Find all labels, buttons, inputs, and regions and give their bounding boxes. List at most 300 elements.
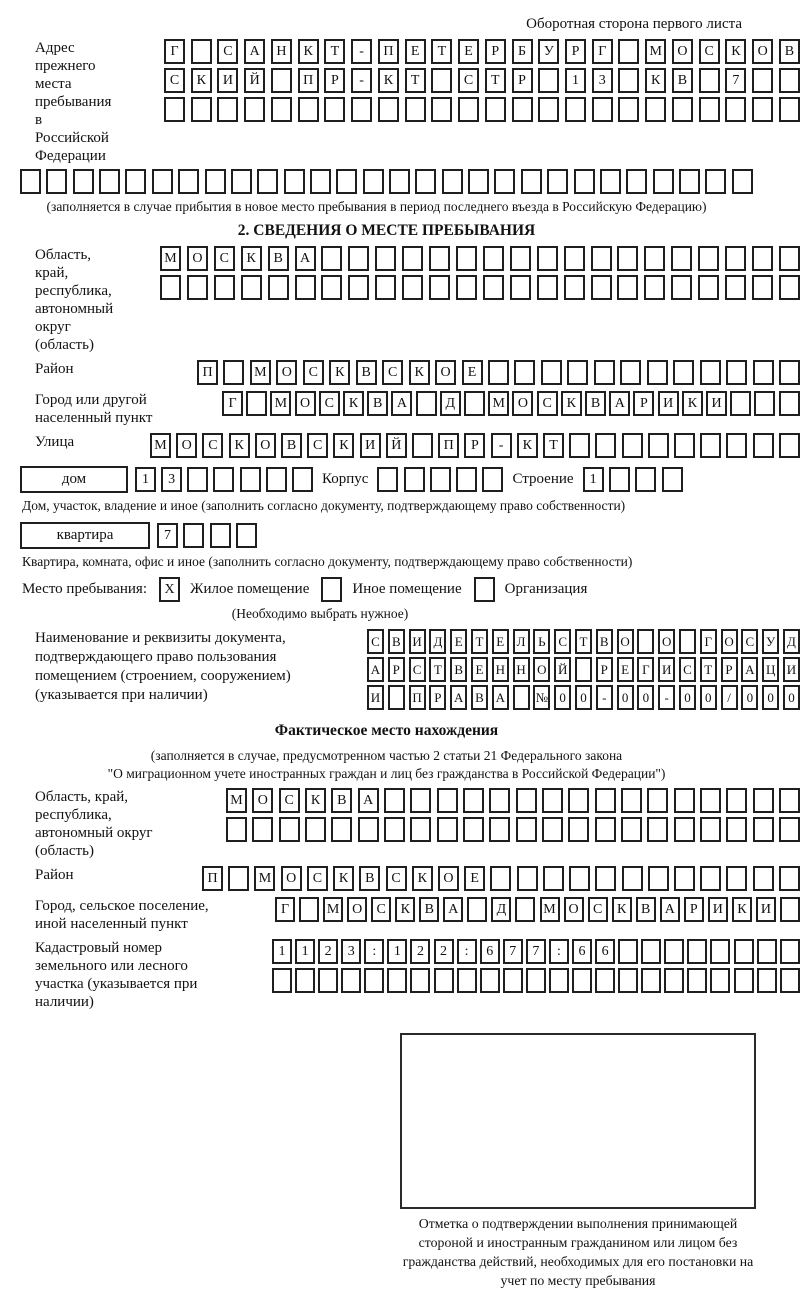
char-box[interactable]: И: [217, 68, 238, 93]
char-box[interactable]: И: [360, 433, 381, 458]
char-box[interactable]: [648, 433, 669, 458]
char-box[interactable]: [73, 169, 94, 194]
char-box[interactable]: [431, 97, 452, 122]
char-box[interactable]: 1: [272, 939, 292, 964]
char-box[interactable]: [240, 467, 261, 492]
char-box[interactable]: С: [307, 866, 328, 891]
char-box[interactable]: 6: [572, 939, 592, 964]
char-box[interactable]: К: [329, 360, 350, 385]
char-box[interactable]: К: [298, 39, 319, 64]
char-box[interactable]: О: [276, 360, 297, 385]
char-box[interactable]: Т: [429, 657, 446, 682]
char-box[interactable]: [595, 866, 616, 891]
char-box[interactable]: [543, 866, 564, 891]
char-box[interactable]: 0: [637, 685, 654, 710]
char-box[interactable]: [565, 97, 586, 122]
char-box[interactable]: -: [351, 68, 372, 93]
char-box[interactable]: [310, 169, 331, 194]
char-box[interactable]: [618, 939, 638, 964]
char-box[interactable]: Т: [471, 629, 488, 654]
char-box[interactable]: К: [395, 897, 415, 922]
char-box[interactable]: С: [367, 629, 384, 654]
char-box[interactable]: 7: [503, 939, 523, 964]
char-box[interactable]: 0: [617, 685, 634, 710]
char-box[interactable]: 2: [434, 939, 454, 964]
char-box[interactable]: [228, 866, 249, 891]
char-box[interactable]: [687, 939, 707, 964]
char-box[interactable]: Д: [440, 391, 461, 416]
char-box[interactable]: М: [150, 433, 171, 458]
char-box[interactable]: А: [367, 657, 384, 682]
char-box[interactable]: :: [457, 939, 477, 964]
char-box[interactable]: [648, 866, 669, 891]
char-box[interactable]: 1: [565, 68, 586, 93]
char-box[interactable]: [257, 169, 278, 194]
char-box[interactable]: [699, 97, 720, 122]
char-box[interactable]: [348, 246, 369, 271]
char-box[interactable]: [510, 246, 531, 271]
char-box[interactable]: [410, 788, 431, 813]
char-box[interactable]: К: [333, 866, 354, 891]
checkbox-residential[interactable]: X: [159, 577, 180, 602]
char-box[interactable]: [125, 169, 146, 194]
char-box[interactable]: -: [351, 39, 372, 64]
char-box[interactable]: А: [358, 788, 379, 813]
char-box[interactable]: [641, 968, 661, 993]
char-box[interactable]: [299, 897, 319, 922]
char-box[interactable]: [705, 169, 726, 194]
char-box[interactable]: [351, 97, 372, 122]
char-box[interactable]: [753, 433, 774, 458]
char-box[interactable]: 7: [725, 68, 746, 93]
char-box[interactable]: А: [391, 391, 412, 416]
char-box[interactable]: О: [512, 391, 533, 416]
char-box[interactable]: С: [386, 866, 407, 891]
char-box[interactable]: [662, 467, 683, 492]
char-box[interactable]: :: [364, 939, 384, 964]
char-box[interactable]: [458, 97, 479, 122]
char-box[interactable]: [537, 275, 558, 300]
char-box[interactable]: А: [741, 657, 758, 682]
char-box[interactable]: Т: [431, 39, 452, 64]
char-box[interactable]: [671, 275, 692, 300]
char-box[interactable]: Д: [429, 629, 446, 654]
char-box[interactable]: [779, 433, 800, 458]
char-box[interactable]: [757, 939, 777, 964]
char-box[interactable]: [564, 275, 585, 300]
char-box[interactable]: В: [419, 897, 439, 922]
char-box[interactable]: [164, 97, 185, 122]
checkbox-organization[interactable]: [474, 577, 495, 602]
char-box[interactable]: [730, 391, 751, 416]
char-box[interactable]: К: [612, 897, 632, 922]
char-box[interactable]: [617, 246, 638, 271]
char-box[interactable]: [699, 68, 720, 93]
char-box[interactable]: [595, 968, 615, 993]
char-box[interactable]: №: [533, 685, 550, 710]
char-box[interactable]: [183, 523, 204, 548]
char-box[interactable]: [664, 968, 684, 993]
char-box[interactable]: [538, 68, 559, 93]
char-box[interactable]: [725, 275, 746, 300]
char-box[interactable]: [521, 169, 542, 194]
char-box[interactable]: И: [783, 657, 800, 682]
char-box[interactable]: [510, 275, 531, 300]
char-box[interactable]: [754, 391, 775, 416]
char-box[interactable]: [700, 817, 721, 842]
char-box[interactable]: [223, 360, 244, 385]
char-box[interactable]: [621, 817, 642, 842]
char-box[interactable]: [358, 817, 379, 842]
char-box[interactable]: К: [333, 433, 354, 458]
char-box[interactable]: [412, 433, 433, 458]
char-box[interactable]: 1: [135, 467, 156, 492]
char-box[interactable]: [480, 968, 500, 993]
char-box[interactable]: И: [706, 391, 727, 416]
char-box[interactable]: Г: [592, 39, 613, 64]
house-type-box[interactable]: дом: [20, 466, 128, 493]
char-box[interactable]: Л: [513, 629, 530, 654]
char-box[interactable]: [698, 275, 719, 300]
char-box[interactable]: К: [561, 391, 582, 416]
char-box[interactable]: [569, 433, 590, 458]
char-box[interactable]: [726, 866, 747, 891]
char-box[interactable]: [647, 360, 668, 385]
char-box[interactable]: Г: [222, 391, 243, 416]
char-box[interactable]: В: [779, 39, 800, 64]
char-box[interactable]: Г: [637, 657, 654, 682]
char-box[interactable]: -: [491, 433, 512, 458]
char-box[interactable]: [485, 97, 506, 122]
char-box[interactable]: [152, 169, 173, 194]
char-box[interactable]: [463, 817, 484, 842]
char-box[interactable]: -: [596, 685, 613, 710]
char-box[interactable]: [779, 68, 800, 93]
char-box[interactable]: [674, 788, 695, 813]
char-box[interactable]: [468, 169, 489, 194]
char-box[interactable]: А: [492, 685, 509, 710]
char-box[interactable]: [513, 685, 530, 710]
char-box[interactable]: 3: [341, 939, 361, 964]
char-box[interactable]: Е: [617, 657, 634, 682]
char-box[interactable]: М: [254, 866, 275, 891]
char-box[interactable]: [272, 968, 292, 993]
char-box[interactable]: Р: [388, 657, 405, 682]
char-box[interactable]: /: [721, 685, 738, 710]
char-box[interactable]: [514, 360, 535, 385]
char-box[interactable]: А: [660, 897, 680, 922]
char-box[interactable]: О: [752, 39, 773, 64]
char-box[interactable]: П: [197, 360, 218, 385]
char-box[interactable]: [595, 817, 616, 842]
char-box[interactable]: [336, 169, 357, 194]
char-box[interactable]: [375, 246, 396, 271]
char-box[interactable]: Н: [271, 39, 292, 64]
char-box[interactable]: [726, 817, 747, 842]
char-box[interactable]: О: [617, 629, 634, 654]
char-box[interactable]: -: [658, 685, 675, 710]
char-box[interactable]: В: [636, 897, 656, 922]
char-box[interactable]: [700, 360, 721, 385]
char-box[interactable]: [591, 275, 612, 300]
char-box[interactable]: [679, 629, 696, 654]
char-box[interactable]: [402, 246, 423, 271]
char-box[interactable]: 3: [592, 68, 613, 93]
char-box[interactable]: [618, 97, 639, 122]
char-box[interactable]: С: [679, 657, 696, 682]
apartment-type-box[interactable]: квартира: [20, 522, 150, 549]
char-box[interactable]: [279, 817, 300, 842]
char-box[interactable]: [575, 657, 592, 682]
char-box[interactable]: [467, 897, 487, 922]
char-box[interactable]: [375, 275, 396, 300]
char-box[interactable]: У: [538, 39, 559, 64]
char-box[interactable]: Р: [464, 433, 485, 458]
char-box[interactable]: [191, 97, 212, 122]
char-box[interactable]: [564, 246, 585, 271]
char-box[interactable]: Е: [471, 657, 488, 682]
char-box[interactable]: [431, 68, 452, 93]
char-box[interactable]: П: [378, 39, 399, 64]
char-box[interactable]: С: [699, 39, 720, 64]
char-box[interactable]: 1: [295, 939, 315, 964]
char-box[interactable]: [416, 391, 437, 416]
char-box[interactable]: 1: [583, 467, 604, 492]
char-box[interactable]: [779, 360, 800, 385]
char-box[interactable]: 7: [157, 523, 178, 548]
char-box[interactable]: [622, 433, 643, 458]
char-box[interactable]: [591, 246, 612, 271]
char-box[interactable]: А: [295, 246, 316, 271]
char-box[interactable]: [284, 169, 305, 194]
char-box[interactable]: [295, 275, 316, 300]
char-box[interactable]: П: [202, 866, 223, 891]
char-box[interactable]: [779, 788, 800, 813]
char-box[interactable]: [644, 246, 665, 271]
char-box[interactable]: [457, 968, 477, 993]
char-box[interactable]: [490, 866, 511, 891]
char-box[interactable]: [672, 97, 693, 122]
char-box[interactable]: С: [303, 360, 324, 385]
char-box[interactable]: [641, 939, 661, 964]
char-box[interactable]: [482, 467, 503, 492]
char-box[interactable]: [389, 169, 410, 194]
char-box[interactable]: [752, 246, 773, 271]
char-box[interactable]: [430, 467, 451, 492]
char-box[interactable]: М: [270, 391, 291, 416]
char-box[interactable]: [779, 275, 800, 300]
char-box[interactable]: Г: [164, 39, 185, 64]
char-box[interactable]: В: [281, 433, 302, 458]
char-box[interactable]: [700, 433, 721, 458]
char-box[interactable]: У: [762, 629, 779, 654]
char-box[interactable]: И: [658, 391, 679, 416]
char-box[interactable]: [726, 360, 747, 385]
char-box[interactable]: С: [382, 360, 403, 385]
char-box[interactable]: [20, 169, 41, 194]
char-box[interactable]: Д: [491, 897, 511, 922]
char-box[interactable]: [437, 788, 458, 813]
char-box[interactable]: [780, 897, 800, 922]
char-box[interactable]: [753, 866, 774, 891]
char-box[interactable]: [734, 968, 754, 993]
char-box[interactable]: [526, 968, 546, 993]
char-box[interactable]: А: [450, 685, 467, 710]
char-box[interactable]: [410, 968, 430, 993]
char-box[interactable]: К: [517, 433, 538, 458]
char-box[interactable]: [635, 467, 656, 492]
char-box[interactable]: [620, 360, 641, 385]
char-box[interactable]: [725, 246, 746, 271]
char-box[interactable]: О: [255, 433, 276, 458]
char-box[interactable]: [494, 169, 515, 194]
char-box[interactable]: Е: [450, 629, 467, 654]
char-box[interactable]: [626, 169, 647, 194]
char-box[interactable]: [752, 68, 773, 93]
char-box[interactable]: [404, 467, 425, 492]
char-box[interactable]: О: [435, 360, 456, 385]
char-box[interactable]: В: [331, 788, 352, 813]
char-box[interactable]: [779, 866, 800, 891]
char-box[interactable]: [595, 788, 616, 813]
char-box[interactable]: [734, 939, 754, 964]
char-box[interactable]: И: [708, 897, 728, 922]
char-box[interactable]: [757, 968, 777, 993]
char-box[interactable]: [609, 467, 630, 492]
char-box[interactable]: [405, 97, 426, 122]
char-box[interactable]: [268, 275, 289, 300]
char-box[interactable]: 0: [741, 685, 758, 710]
char-box[interactable]: Р: [684, 897, 704, 922]
char-box[interactable]: О: [721, 629, 738, 654]
char-box[interactable]: Р: [596, 657, 613, 682]
char-box[interactable]: Й: [554, 657, 571, 682]
char-box[interactable]: [592, 97, 613, 122]
char-box[interactable]: Р: [485, 39, 506, 64]
char-box[interactable]: Р: [429, 685, 446, 710]
char-box[interactable]: [542, 788, 563, 813]
char-box[interactable]: [217, 97, 238, 122]
char-box[interactable]: 0: [679, 685, 696, 710]
char-box[interactable]: В: [450, 657, 467, 682]
char-box[interactable]: В: [367, 391, 388, 416]
char-box[interactable]: [698, 246, 719, 271]
char-box[interactable]: М: [540, 897, 560, 922]
char-box[interactable]: [618, 968, 638, 993]
char-box[interactable]: 6: [480, 939, 500, 964]
char-box[interactable]: Г: [700, 629, 717, 654]
char-box[interactable]: 0: [575, 685, 592, 710]
char-box[interactable]: 2: [318, 939, 338, 964]
char-box[interactable]: [236, 523, 257, 548]
char-box[interactable]: [456, 467, 477, 492]
char-box[interactable]: [226, 817, 247, 842]
char-box[interactable]: [779, 246, 800, 271]
char-box[interactable]: [295, 968, 315, 993]
char-box[interactable]: [160, 275, 181, 300]
char-box[interactable]: О: [347, 897, 367, 922]
char-box[interactable]: [674, 433, 695, 458]
char-box[interactable]: С: [307, 433, 328, 458]
char-box[interactable]: О: [438, 866, 459, 891]
char-box[interactable]: [191, 39, 212, 64]
char-box[interactable]: [415, 169, 436, 194]
char-box[interactable]: В: [268, 246, 289, 271]
char-box[interactable]: [568, 788, 589, 813]
char-box[interactable]: М: [250, 360, 271, 385]
char-box[interactable]: [464, 391, 485, 416]
char-box[interactable]: В: [585, 391, 606, 416]
char-box[interactable]: [517, 866, 538, 891]
char-box[interactable]: [210, 523, 231, 548]
char-box[interactable]: [679, 169, 700, 194]
char-box[interactable]: [538, 97, 559, 122]
char-box[interactable]: [488, 360, 509, 385]
char-box[interactable]: М: [226, 788, 247, 813]
char-box[interactable]: В: [356, 360, 377, 385]
checkbox-other-premises[interactable]: [321, 577, 342, 602]
char-box[interactable]: [568, 817, 589, 842]
char-box[interactable]: [266, 467, 287, 492]
char-box[interactable]: К: [343, 391, 364, 416]
char-box[interactable]: [271, 68, 292, 93]
char-box[interactable]: В: [471, 685, 488, 710]
char-box[interactable]: [752, 97, 773, 122]
char-box[interactable]: 6: [595, 939, 615, 964]
char-box[interactable]: Т: [575, 629, 592, 654]
char-box[interactable]: К: [645, 68, 666, 93]
char-box[interactable]: С: [588, 897, 608, 922]
char-box[interactable]: [653, 169, 674, 194]
char-box[interactable]: [456, 246, 477, 271]
char-box[interactable]: О: [658, 629, 675, 654]
char-box[interactable]: [569, 866, 590, 891]
char-box[interactable]: 0: [554, 685, 571, 710]
char-box[interactable]: С: [217, 39, 238, 64]
char-box[interactable]: [647, 788, 668, 813]
char-box[interactable]: [753, 817, 774, 842]
char-box[interactable]: [483, 246, 504, 271]
char-box[interactable]: В: [596, 629, 613, 654]
char-box[interactable]: [341, 968, 361, 993]
char-box[interactable]: А: [244, 39, 265, 64]
char-box[interactable]: [305, 817, 326, 842]
char-box[interactable]: [489, 817, 510, 842]
char-box[interactable]: [753, 360, 774, 385]
char-box[interactable]: [572, 968, 592, 993]
char-box[interactable]: [537, 246, 558, 271]
char-box[interactable]: [725, 97, 746, 122]
char-box[interactable]: [437, 817, 458, 842]
char-box[interactable]: [732, 169, 753, 194]
char-box[interactable]: К: [229, 433, 250, 458]
char-box[interactable]: С: [458, 68, 479, 93]
char-box[interactable]: [410, 817, 431, 842]
char-box[interactable]: [687, 968, 707, 993]
char-box[interactable]: [726, 788, 747, 813]
char-box[interactable]: Р: [565, 39, 586, 64]
char-box[interactable]: [489, 788, 510, 813]
char-box[interactable]: [542, 817, 563, 842]
char-box[interactable]: [516, 817, 537, 842]
char-box[interactable]: П: [438, 433, 459, 458]
char-box[interactable]: [387, 968, 407, 993]
char-box[interactable]: :: [549, 939, 569, 964]
char-box[interactable]: С: [409, 657, 426, 682]
char-box[interactable]: [700, 866, 721, 891]
char-box[interactable]: В: [388, 629, 405, 654]
char-box[interactable]: [429, 275, 450, 300]
